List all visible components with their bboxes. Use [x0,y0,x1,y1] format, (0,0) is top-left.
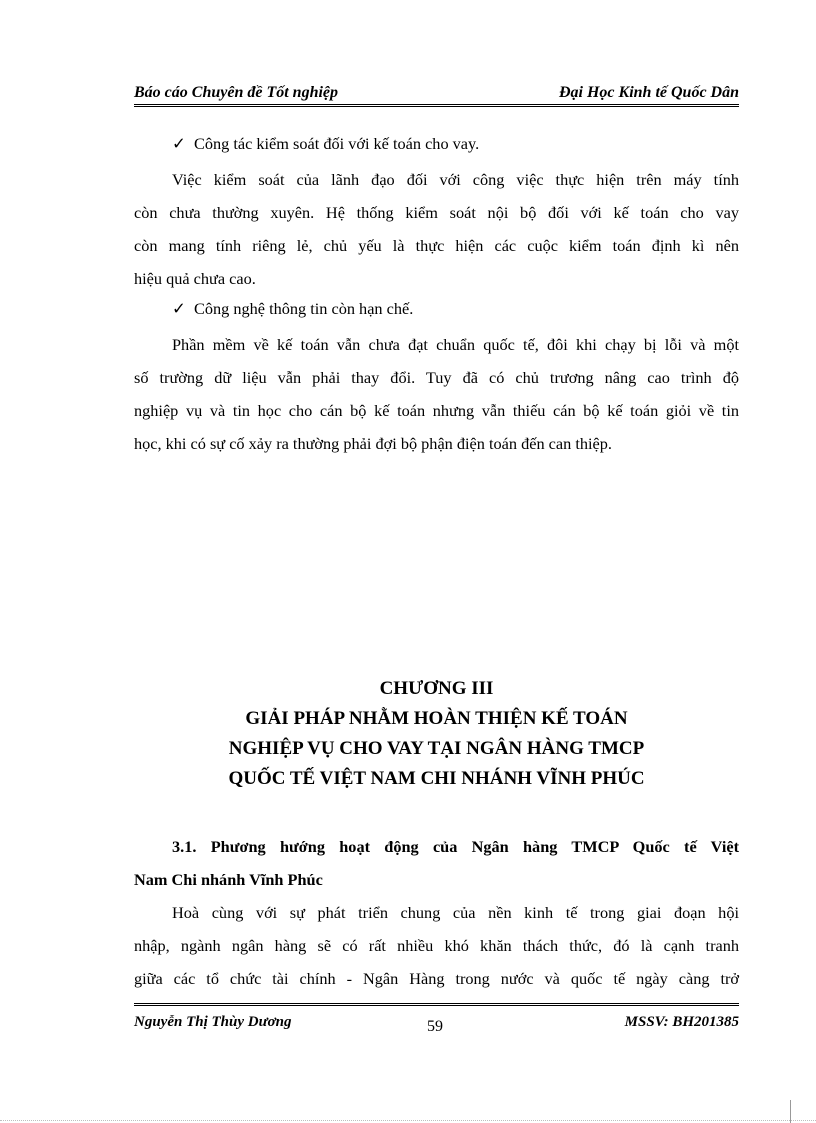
text-line: còn chưa thường xuyên. Hệ thống kiểm soát nội bộ đối với kế toán cho vay [134,203,739,222]
paragraph-control [134,163,739,295]
text-line: hiệu quả chưa cao. [134,269,256,288]
text-line: còn mang tính riêng lẻ, chủ yếu là thực hiện các cuộc kiểm toán định kì nên [134,236,739,255]
footer-student-id: MSSV: BH201385 [624,1014,739,1030]
section-heading-line: Nam Chi nhánh Vĩnh Phúc [134,870,323,889]
text-line: Việc kiểm soát của lãnh đạo đối với công việc thực hiện trên máy tính [172,170,739,189]
text-line: số trường dữ liệu vẫn phải thay đổi. Tuy đã có chủ trương nâng cao trình độ [134,368,739,387]
text-line: nghiệp vụ và tin học cho cán bộ kế toán nhưng vẫn thiếu cán bộ kế toán giỏi về tin [134,401,739,420]
chapter-title-line: GIẢI PHÁP NHẰM HOÀN THIỆN KẾ TOÁN [245,708,628,729]
checklist-item [134,295,739,328]
page-footer [134,1003,739,1036]
chapter-title-line: NGHIỆP VỤ CHO VAY TẠI NGÂN HÀNG TMCP [228,738,645,759]
text-line: học, khi có sự cố xảy ra thường phải đợi bộ phận điện toán đến can thiệp. [134,434,612,453]
section-3-1 [134,830,739,995]
checklist-item-text: Công nghệ thông tin còn hạn chế. [194,299,414,318]
footer-author: Nguyễn Thị Thùy Dương [134,1014,292,1030]
header-report-title: Báo cáo Chuyên đề Tốt nghiệp [134,84,339,101]
chapter-title-line: QUỐC TẾ VIỆT NAM CHI NHÁNH VĨNH PHÚC [228,768,645,789]
checklist-item [134,130,739,163]
body-content [134,130,739,460]
text-line: giữa các tổ chức tài chính - Ngân Hàng trong nước và quốc tế ngày càng trở [134,969,739,988]
checkmark-icon: ✓ [172,299,186,318]
text-line: Hoà cùng với sự phát triển chung của nền kinh tế trong giai đoạn hội [172,903,739,922]
paragraph-technology [134,328,739,460]
text-line: nhập, ngành ngân hàng sẽ có rất nhiều khó khăn thách thức, đó là cạnh tranh [134,936,739,955]
chapter-title [134,674,739,794]
text-line: Phần mềm về kế toán vẫn chưa đạt chuẩn quốc tế, đôi khi chạy bị lỗi và một [172,335,739,354]
page-number: 59 [427,1018,443,1035]
section-heading-line: 3.1. Phương hướng hoạt động của Ngân hàng TMCP Quốc tế Việt [172,837,739,856]
page-header [134,82,739,107]
page-corner-mark [790,1100,791,1123]
page-edge-divider [0,1120,816,1121]
section-paragraph [134,896,739,995]
section-heading [134,830,739,896]
checklist-item-text: Công tác kiểm soát đối với kế toán cho vay. [194,134,480,153]
header-university: Đại Học Kinh tế Quốc Dân [558,84,739,101]
chapter-number: CHƯƠNG III [379,678,494,699]
checkmark-icon: ✓ [172,134,186,153]
